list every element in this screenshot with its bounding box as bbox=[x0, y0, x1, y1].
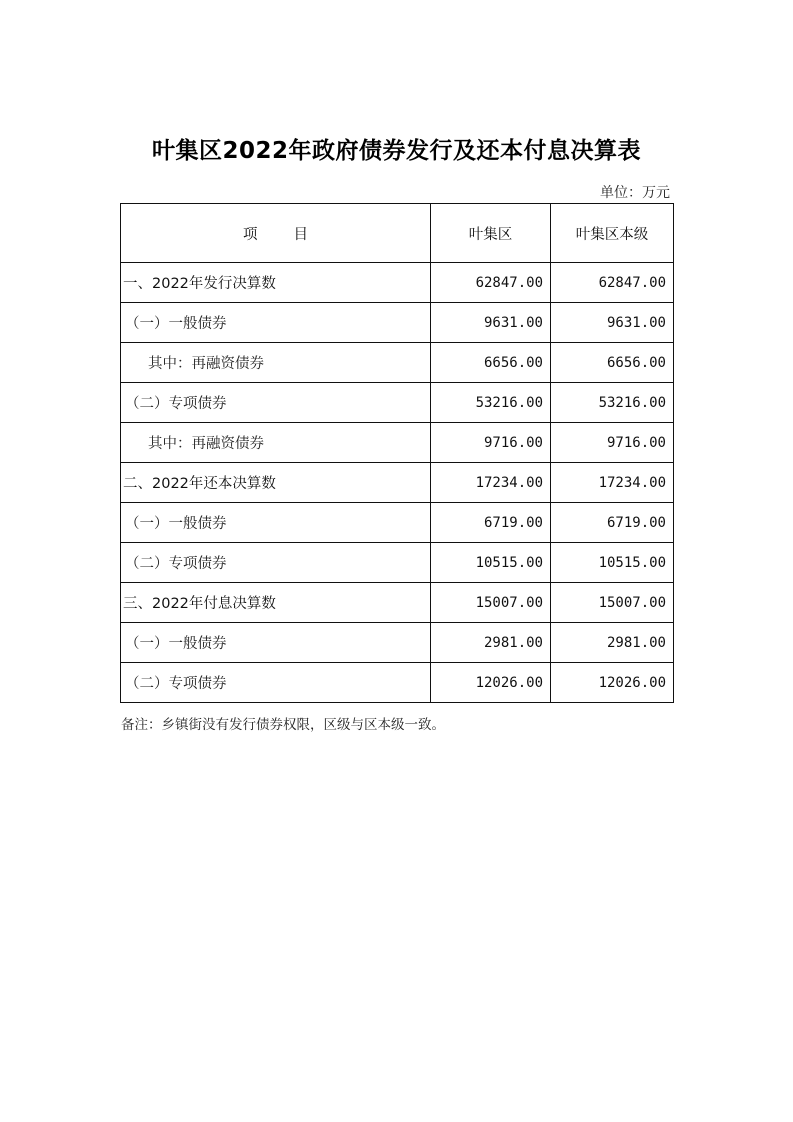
header-yeji-district: 叶集区 bbox=[431, 204, 551, 263]
row-value-district-level: 10515.00 bbox=[551, 543, 674, 583]
row-value-district: 9631.00 bbox=[431, 303, 551, 343]
header-item-char-1: 项 bbox=[243, 226, 258, 243]
row-label: （二）专项债券 bbox=[121, 383, 431, 423]
table-row bbox=[121, 463, 674, 503]
row-value-district-level: 6719.00 bbox=[551, 503, 674, 543]
debt-table bbox=[120, 203, 674, 703]
header-item bbox=[121, 204, 431, 263]
table-row bbox=[121, 503, 674, 543]
row-label: 其中：再融资债券 bbox=[121, 343, 431, 383]
row-label: 其中：再融资债券 bbox=[121, 423, 431, 463]
header-yeji-district-level: 叶集区本级 bbox=[551, 204, 674, 263]
footnote: 备注：乡镇街没有发行债券权限，区级与区本级一致。 bbox=[121, 717, 445, 733]
row-value-district: 6656.00 bbox=[431, 343, 551, 383]
row-label: （一）一般债券 bbox=[121, 303, 431, 343]
row-value-district-level: 9716.00 bbox=[551, 423, 674, 463]
row-value-district: 2981.00 bbox=[431, 623, 551, 663]
table-row bbox=[121, 583, 674, 623]
row-value-district: 17234.00 bbox=[431, 463, 551, 503]
row-label: （一）一般债券 bbox=[121, 623, 431, 663]
row-value-district: 62847.00 bbox=[431, 263, 551, 303]
table-row bbox=[121, 663, 674, 703]
table-row bbox=[121, 343, 674, 383]
row-label: （一）一般债券 bbox=[121, 503, 431, 543]
row-value-district: 53216.00 bbox=[431, 383, 551, 423]
row-label: 三、2022年付息决算数 bbox=[121, 583, 431, 623]
row-value-district: 15007.00 bbox=[431, 583, 551, 623]
row-label: 二、2022年还本决算数 bbox=[121, 463, 431, 503]
row-value-district-level: 6656.00 bbox=[551, 343, 674, 383]
row-value-district-level: 2981.00 bbox=[551, 623, 674, 663]
row-label: （二）专项债券 bbox=[121, 543, 431, 583]
row-value-district-level: 53216.00 bbox=[551, 383, 674, 423]
row-value-district-level: 17234.00 bbox=[551, 463, 674, 503]
page-title: 叶集区2022年政府债券发行及还本付息决算表 bbox=[151, 138, 641, 164]
row-value-district-level: 15007.00 bbox=[551, 583, 674, 623]
header-item-char-2: 目 bbox=[293, 226, 308, 243]
row-value-district: 9716.00 bbox=[431, 423, 551, 463]
row-value-district-level: 62847.00 bbox=[551, 263, 674, 303]
table-row bbox=[121, 383, 674, 423]
table-row bbox=[121, 623, 674, 663]
unit-label: 单位：万元 bbox=[600, 185, 670, 201]
row-value-district: 12026.00 bbox=[431, 663, 551, 703]
table-row bbox=[121, 303, 674, 343]
table-header-row bbox=[121, 204, 674, 263]
row-value-district: 6719.00 bbox=[431, 503, 551, 543]
table-row bbox=[121, 423, 674, 463]
row-label: （二）专项债券 bbox=[121, 663, 431, 703]
table-row bbox=[121, 263, 674, 303]
row-value-district-level: 12026.00 bbox=[551, 663, 674, 703]
table-row bbox=[121, 543, 674, 583]
row-label: 一、2022年发行决算数 bbox=[121, 263, 431, 303]
row-value-district-level: 9631.00 bbox=[551, 303, 674, 343]
row-value-district: 10515.00 bbox=[431, 543, 551, 583]
